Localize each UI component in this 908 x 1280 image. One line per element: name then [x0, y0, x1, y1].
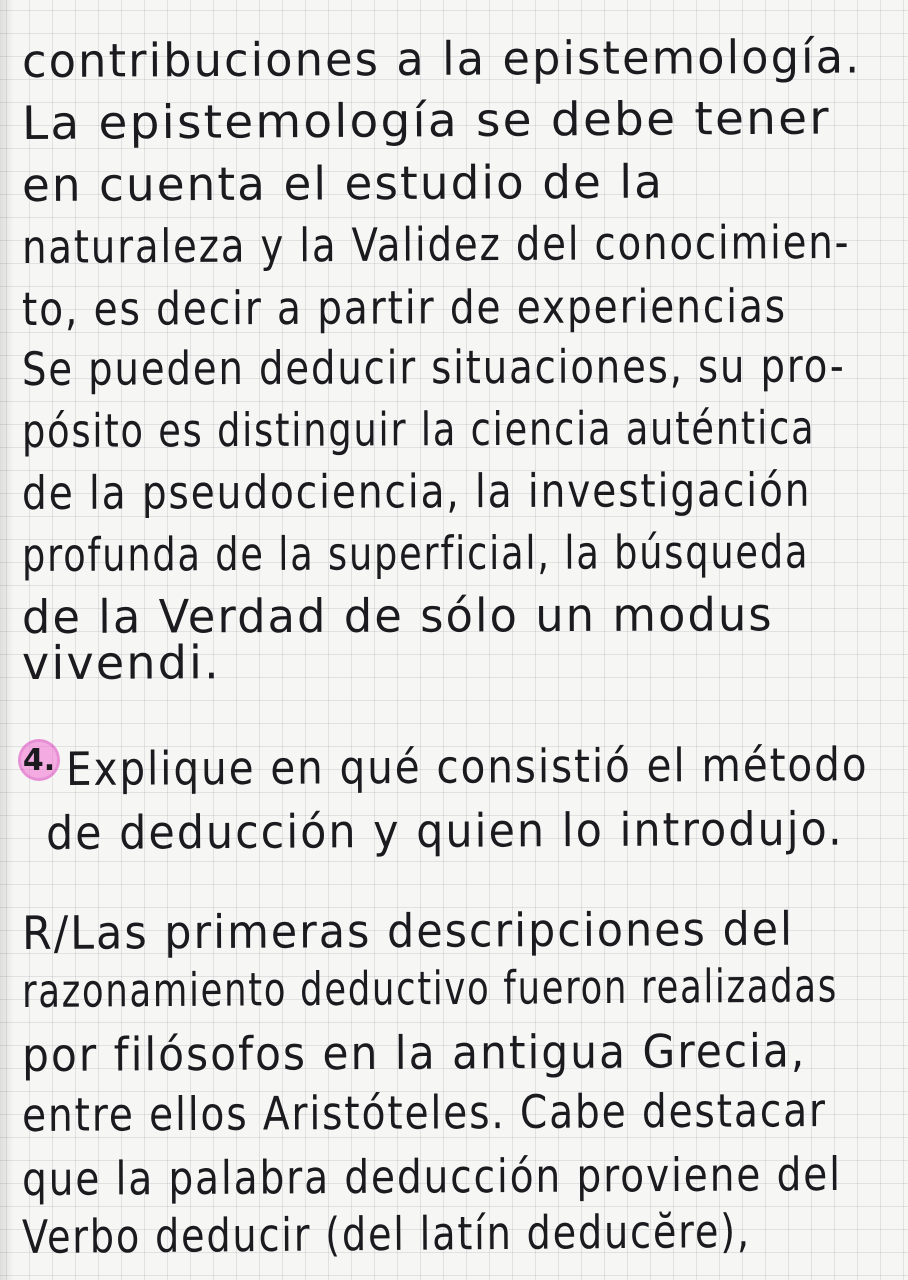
- question-number-badge: 4.: [22, 742, 56, 778]
- answer-line-6: Verbo deducir (del latín deducĕre),: [21, 1203, 752, 1264]
- answer-line-4: entre ellos Aristóteles. Cabe destacar: [21, 1083, 828, 1142]
- text-line-1: contribuciones a la epistemología.: [21, 29, 862, 88]
- text-line-11: vivendi.: [21, 635, 221, 690]
- text-line-9: profunda de la superficial, la búsqueda: [21, 524, 810, 582]
- text-line-2: La epistemología se debe tener: [21, 90, 831, 150]
- text-line-8: de la pseudociencia, la investigación: [21, 462, 812, 520]
- question-line-2: de deducción y quien lo introdujo.: [45, 801, 844, 860]
- text-line-4: naturaleza y la Validez del conocimien-: [21, 214, 851, 274]
- answer-line-5: que la palabra deducción proviene del: [21, 1146, 843, 1206]
- answer-line-1: R/Las primeras descripciones del: [21, 901, 795, 960]
- question-line-1: Explique en qué consistió el método: [65, 737, 869, 796]
- text-line-3: en cuenta el estudio de la: [21, 154, 665, 212]
- text-line-5: to, es decir a partir de experiencias: [21, 278, 788, 336]
- answer-line-2: razonamiento deductivo fueron realizadas: [21, 958, 839, 1018]
- answer-line-3: por filósofos en la antigua Grecia,: [21, 1023, 807, 1082]
- text-line-6: Se pueden deducir situaciones, su pro-: [21, 338, 846, 396]
- text-line-10: de la Verdad de sólo un modus: [21, 587, 774, 644]
- text-line-7: pósito es distinguir la ciencia auténtica: [21, 400, 816, 458]
